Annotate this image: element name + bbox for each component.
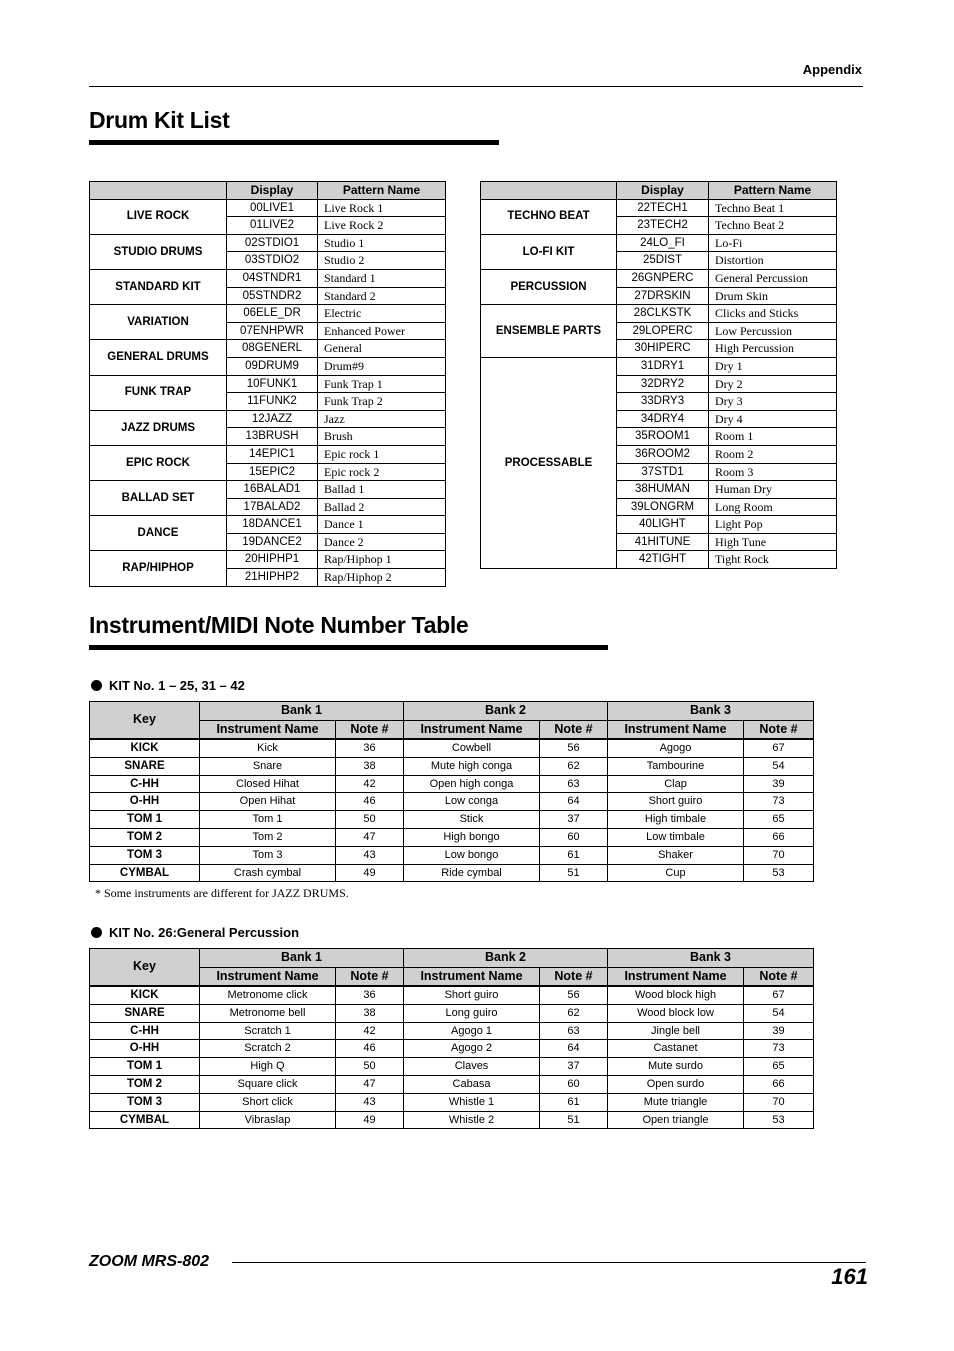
kit-pattern-name: Studio 1 <box>318 234 446 252</box>
key-cell: TOM 2 <box>90 1075 200 1093</box>
kit-group-name: BALLAD SET <box>90 481 227 516</box>
kit-display-code: 20HIPHP1 <box>227 551 318 569</box>
key-cell: O-HH <box>90 793 200 811</box>
header-divider <box>89 86 863 87</box>
note-cell: 62 <box>540 757 608 775</box>
instrument-cell: Square click <box>200 1075 336 1093</box>
kit-row <box>481 199 837 217</box>
kit-display-code: 24LO_FI <box>617 234 709 252</box>
corner-header-cell <box>90 182 227 200</box>
kit-row <box>90 340 446 358</box>
kit-display-code: 01LIVE2 <box>227 217 318 235</box>
bank-3-header: Bank 3 <box>608 949 814 968</box>
note-cell: 64 <box>540 1040 608 1058</box>
instrument-cell: Mute high conga <box>404 757 540 775</box>
subheading-text: KIT No. 26:General Percussion <box>109 925 300 940</box>
key-cell: CYMBAL <box>90 1111 200 1129</box>
display-column-header: Display <box>227 182 318 200</box>
kit-display-code: 06ELE_DR <box>227 305 318 323</box>
kit-group-name: LIVE ROCK <box>90 199 227 234</box>
kit-pattern-name: Dry 1 <box>709 357 837 375</box>
midi-table-title: Instrument/MIDI Note Number Table <box>89 612 469 638</box>
instrument-name-header: Instrument Name <box>608 967 744 986</box>
kit-pattern-name: Studio 2 <box>318 252 446 270</box>
kit-pattern-name: Standard 1 <box>318 269 446 287</box>
kit-pattern-name: Brush <box>318 428 446 446</box>
drum-kit-list-title: Drum Kit List <box>89 107 230 133</box>
note-cell: 47 <box>336 1075 404 1093</box>
note-number-header: Note # <box>744 967 814 986</box>
note-cell: 47 <box>336 828 404 846</box>
table-row <box>90 793 814 811</box>
kit-row <box>90 551 446 569</box>
instrument-cell: Cowbell <box>404 739 540 757</box>
instrument-cell: Wood block low <box>608 1004 744 1022</box>
note-cell: 53 <box>744 1111 814 1129</box>
instrument-name-header: Instrument Name <box>608 720 744 739</box>
drum-kit-table-right <box>480 181 837 569</box>
kit-pattern-name: Drum#9 <box>318 357 446 375</box>
table-row <box>90 1058 814 1076</box>
kit-pattern-name: Long Room <box>709 498 837 516</box>
note-cell: 39 <box>744 775 814 793</box>
kit-display-code: 18DANCE1 <box>227 516 318 534</box>
note-number-header: Note # <box>540 720 608 739</box>
instrument-cell: Agogo <box>608 739 744 757</box>
kit-display-code: 25DIST <box>617 252 709 270</box>
instrument-cell: Open surdo <box>608 1075 744 1093</box>
table-row <box>90 757 814 775</box>
kit-pattern-name: Ballad 2 <box>318 498 446 516</box>
kit-display-code: 02STDIO1 <box>227 234 318 252</box>
kit-pattern-name: Funk Trap 1 <box>318 375 446 393</box>
title-underline <box>89 645 608 650</box>
instrument-cell: Vibraslap <box>200 1111 336 1129</box>
instrument-cell: Tom 3 <box>200 846 336 864</box>
instrument-cell: Kick <box>200 739 336 757</box>
jazz-drums-footnote: * Some instruments are different for JAZZ DRUMS. <box>95 886 349 900</box>
note-number-header: Note # <box>744 720 814 739</box>
kit-row <box>90 445 446 463</box>
kit-pattern-name: Distortion <box>709 252 837 270</box>
kit-display-code: 13BRUSH <box>227 428 318 446</box>
kit-row <box>481 234 837 252</box>
bullet-icon <box>91 927 102 938</box>
key-cell: SNARE <box>90 1004 200 1022</box>
kit-display-code: 12JAZZ <box>227 410 318 428</box>
note-cell: 36 <box>336 739 404 757</box>
note-cell: 61 <box>540 1093 608 1111</box>
footer-divider <box>232 1262 866 1263</box>
kit-display-code: 34DRY4 <box>617 410 709 428</box>
kit-pattern-name: Clicks and Sticks <box>709 305 837 323</box>
kit-pattern-name: Epic rock 1 <box>318 445 446 463</box>
kit-pattern-name: Standard 2 <box>318 287 446 305</box>
kit-pattern-name: Enhanced Power <box>318 322 446 340</box>
kit-pattern-name: Room 2 <box>709 445 837 463</box>
kit-pattern-name: Dance 1 <box>318 516 446 534</box>
note-cell: 49 <box>336 864 404 882</box>
kit-pattern-name: High Percussion <box>709 340 837 358</box>
kit-row <box>90 199 446 217</box>
key-cell: O-HH <box>90 1040 200 1058</box>
instrument-cell: Low conga <box>404 793 540 811</box>
kit-display-code: 00LIVE1 <box>227 199 318 217</box>
instrument-cell: Long guiro <box>404 1004 540 1022</box>
instrument-cell: Scratch 1 <box>200 1022 336 1040</box>
kit-group-name: PROCESSABLE <box>481 357 617 568</box>
kit-pattern-name: Drum Skin <box>709 287 837 305</box>
kit-group-name: ENSEMBLE PARTS <box>481 305 617 358</box>
bank-1-header: Bank 1 <box>200 949 404 968</box>
kit-group-name: TECHNO BEAT <box>481 199 617 234</box>
section-label: Appendix <box>802 62 862 77</box>
instrument-cell: Stick <box>404 811 540 829</box>
kit-row <box>90 410 446 428</box>
kit-26-subheading <box>91 925 299 940</box>
kit-display-code: 08GENERL <box>227 340 318 358</box>
note-cell: 66 <box>744 1075 814 1093</box>
kit-display-code: 05STNDR2 <box>227 287 318 305</box>
kit-display-code: 19DANCE2 <box>227 533 318 551</box>
kit-display-code: 31DRY1 <box>617 357 709 375</box>
note-number-header: Note # <box>336 967 404 986</box>
kit-pattern-name: Room 1 <box>709 428 837 446</box>
kit-display-code: 37STD1 <box>617 463 709 481</box>
table-row <box>90 1093 814 1111</box>
key-cell: CYMBAL <box>90 864 200 882</box>
note-cell: 73 <box>744 793 814 811</box>
note-cell: 63 <box>540 1022 608 1040</box>
kit-pattern-name: General Percussion <box>709 269 837 287</box>
bullet-icon <box>91 680 102 691</box>
kit-group-name: PERCUSSION <box>481 269 617 304</box>
note-cell: 64 <box>540 793 608 811</box>
kit-group-name: FUNK TRAP <box>90 375 227 410</box>
note-number-header: Note # <box>540 967 608 986</box>
kit-pattern-name: Epic rock 2 <box>318 463 446 481</box>
kit-1-25-subheading <box>91 678 245 693</box>
instrument-cell: Open triangle <box>608 1111 744 1129</box>
kit-display-code: 33DRY3 <box>617 393 709 411</box>
kit-pattern-name: Low Percussion <box>709 322 837 340</box>
kit-display-code: 32DRY2 <box>617 375 709 393</box>
kit-row <box>90 481 446 499</box>
kit-group-name: VARIATION <box>90 305 227 340</box>
instrument-cell: Agogo 1 <box>404 1022 540 1040</box>
instrument-cell: Agogo 2 <box>404 1040 540 1058</box>
kit-display-code: 38HUMAN <box>617 481 709 499</box>
kit-display-code: 09DRUM9 <box>227 357 318 375</box>
table-row <box>90 775 814 793</box>
instrument-name-header: Instrument Name <box>404 967 540 986</box>
kit-row <box>90 234 446 252</box>
instrument-cell: High Q <box>200 1058 336 1076</box>
key-cell: C-HH <box>90 775 200 793</box>
kit-pattern-name: Light Pop <box>709 516 837 534</box>
kit-group-name: JAZZ DRUMS <box>90 410 227 445</box>
table-row <box>90 1075 814 1093</box>
note-cell: 56 <box>540 739 608 757</box>
note-cell: 46 <box>336 1040 404 1058</box>
kit-display-code: 03STDIO2 <box>227 252 318 270</box>
instrument-cell: Metronome click <box>200 986 336 1004</box>
kit-group-name: DANCE <box>90 516 227 551</box>
table-row <box>90 1004 814 1022</box>
kit-pattern-name: Techno Beat 2 <box>709 217 837 235</box>
note-cell: 53 <box>744 864 814 882</box>
kit-display-code: 41HITUNE <box>617 533 709 551</box>
kit-display-code: 14EPIC1 <box>227 445 318 463</box>
note-cell: 49 <box>336 1111 404 1129</box>
instrument-cell: Low timbale <box>608 828 744 846</box>
kit-row <box>90 305 446 323</box>
key-cell: TOM 2 <box>90 828 200 846</box>
bank-2-header: Bank 2 <box>404 949 608 968</box>
table-row <box>90 1022 814 1040</box>
note-cell: 51 <box>540 1111 608 1129</box>
kit-row <box>481 357 837 375</box>
kit-row <box>90 269 446 287</box>
kit-pattern-name: Human Dry <box>709 481 837 499</box>
instrument-cell: High timbale <box>608 811 744 829</box>
display-column-header: Display <box>617 182 709 200</box>
kit-group-name: LO-FI KIT <box>481 234 617 269</box>
kit-display-code: 10FUNK1 <box>227 375 318 393</box>
instrument-cell: Claves <box>404 1058 540 1076</box>
instrument-cell: Short guiro <box>608 793 744 811</box>
kit-display-code: 35ROOM1 <box>617 428 709 446</box>
pattern-name-column-header: Pattern Name <box>318 182 446 200</box>
note-cell: 37 <box>540 1058 608 1076</box>
instrument-cell: Snare <box>200 757 336 775</box>
instrument-cell: Scratch 2 <box>200 1040 336 1058</box>
key-cell: TOM 1 <box>90 1058 200 1076</box>
instrument-cell: Open high conga <box>404 775 540 793</box>
table-row <box>90 1111 814 1129</box>
instrument-cell: Clap <box>608 775 744 793</box>
instrument-cell: Mute triangle <box>608 1093 744 1111</box>
kit-pattern-name: Rap/Hiphop 2 <box>318 569 446 587</box>
kit-display-code: 30HIPERC <box>617 340 709 358</box>
instrument-cell: Cup <box>608 864 744 882</box>
note-cell: 66 <box>744 828 814 846</box>
note-cell: 43 <box>336 846 404 864</box>
instrument-cell: Ride cymbal <box>404 864 540 882</box>
corner-header-cell <box>481 182 617 200</box>
kit-display-code: 36ROOM2 <box>617 445 709 463</box>
kit-pattern-name: Dry 4 <box>709 410 837 428</box>
instrument-cell: Shaker <box>608 846 744 864</box>
note-cell: 63 <box>540 775 608 793</box>
footer-brand: ZOOM MRS-802 <box>89 1253 210 1270</box>
kit-pattern-name: Live Rock 1 <box>318 199 446 217</box>
note-cell: 65 <box>744 811 814 829</box>
instrument-cell: Wood block high <box>608 986 744 1004</box>
kit-pattern-name: Room 3 <box>709 463 837 481</box>
note-cell: 54 <box>744 757 814 775</box>
key-cell: KICK <box>90 986 200 1004</box>
kit-pattern-name: Jazz <box>318 410 446 428</box>
kit-display-code: 26GNPERC <box>617 269 709 287</box>
key-column-header: Key <box>90 949 200 987</box>
kit-pattern-name: Techno Beat 1 <box>709 199 837 217</box>
instrument-cell: Metronome bell <box>200 1004 336 1022</box>
note-cell: 70 <box>744 1093 814 1111</box>
instrument-cell: Crash cymbal <box>200 864 336 882</box>
instrument-cell: Tom 2 <box>200 828 336 846</box>
key-cell: TOM 3 <box>90 1093 200 1111</box>
note-cell: 67 <box>744 739 814 757</box>
kit-pattern-name: Electric <box>318 305 446 323</box>
note-cell: 39 <box>744 1022 814 1040</box>
pattern-name-column-header: Pattern Name <box>709 182 837 200</box>
instrument-name-header: Instrument Name <box>200 967 336 986</box>
instrument-cell: High bongo <box>404 828 540 846</box>
kit-display-code: 29LOPERC <box>617 322 709 340</box>
instrument-cell: Jingle bell <box>608 1022 744 1040</box>
key-column-header: Key <box>90 702 200 740</box>
key-cell: TOM 3 <box>90 846 200 864</box>
note-cell: 70 <box>744 846 814 864</box>
instrument-cell: Tom 1 <box>200 811 336 829</box>
note-cell: 61 <box>540 846 608 864</box>
note-cell: 42 <box>336 1022 404 1040</box>
kit-group-name: RAP/HIPHOP <box>90 551 227 586</box>
note-cell: 50 <box>336 1058 404 1076</box>
instrument-cell: Short click <box>200 1093 336 1111</box>
kit-row <box>481 305 837 323</box>
subheading-text: KIT No. 1 – 25, 31 – 42 <box>109 678 245 693</box>
note-cell: 54 <box>744 1004 814 1022</box>
note-cell: 60 <box>540 828 608 846</box>
instrument-cell: Whistle 1 <box>404 1093 540 1111</box>
bank-3-header: Bank 3 <box>608 702 814 721</box>
instrument-cell: Cabasa <box>404 1075 540 1093</box>
table-row <box>90 828 814 846</box>
midi-note-table-kit-26 <box>89 948 814 1129</box>
key-cell: KICK <box>90 739 200 757</box>
key-cell: SNARE <box>90 757 200 775</box>
kit-group-name: STANDARD KIT <box>90 269 227 304</box>
kit-display-code: 22TECH1 <box>617 199 709 217</box>
instrument-cell: Closed Hihat <box>200 775 336 793</box>
key-cell: TOM 1 <box>90 811 200 829</box>
note-cell: 46 <box>336 793 404 811</box>
instrument-cell: Open Hihat <box>200 793 336 811</box>
kit-group-name: GENERAL DRUMS <box>90 340 227 375</box>
kit-pattern-name: High Tune <box>709 533 837 551</box>
drum-kit-table-left <box>89 181 446 587</box>
note-cell: 38 <box>336 757 404 775</box>
note-cell: 73 <box>744 1040 814 1058</box>
kit-pattern-name: Lo-Fi <box>709 234 837 252</box>
note-number-header: Note # <box>336 720 404 739</box>
kit-display-code: 15EPIC2 <box>227 463 318 481</box>
note-cell: 56 <box>540 986 608 1004</box>
note-cell: 37 <box>540 811 608 829</box>
note-cell: 43 <box>336 1093 404 1111</box>
kit-pattern-name: Tight Rock <box>709 551 837 569</box>
kit-display-code: 07ENHPWR <box>227 322 318 340</box>
kit-display-code: 42TIGHT <box>617 551 709 569</box>
note-cell: 42 <box>336 775 404 793</box>
kit-display-code: 28CLKSTK <box>617 305 709 323</box>
note-cell: 62 <box>540 1004 608 1022</box>
table-row <box>90 846 814 864</box>
instrument-cell: Tambourine <box>608 757 744 775</box>
note-cell: 50 <box>336 811 404 829</box>
instrument-cell: Castanet <box>608 1040 744 1058</box>
kit-display-code: 40LIGHT <box>617 516 709 534</box>
kit-group-name: STUDIO DRUMS <box>90 234 227 269</box>
kit-display-code: 23TECH2 <box>617 217 709 235</box>
note-cell: 36 <box>336 986 404 1004</box>
instrument-cell: Mute surdo <box>608 1058 744 1076</box>
midi-note-table-kit-1-25 <box>89 701 814 882</box>
kit-display-code: 39LONGRM <box>617 498 709 516</box>
instrument-cell: Short guiro <box>404 986 540 1004</box>
kit-row <box>90 516 446 534</box>
kit-pattern-name: Rap/Hiphop 1 <box>318 551 446 569</box>
instrument-cell: Low bongo <box>404 846 540 864</box>
kit-display-code: 27DRSKIN <box>617 287 709 305</box>
kit-display-code: 04STNDR1 <box>227 269 318 287</box>
note-cell: 38 <box>336 1004 404 1022</box>
kit-display-code: 11FUNK2 <box>227 393 318 411</box>
kit-display-code: 17BALAD2 <box>227 498 318 516</box>
kit-pattern-name: Dry 3 <box>709 393 837 411</box>
kit-pattern-name: Dance 2 <box>318 533 446 551</box>
kit-display-code: 16BALAD1 <box>227 481 318 499</box>
note-cell: 51 <box>540 864 608 882</box>
kit-row <box>481 269 837 287</box>
instrument-cell: Whistle 2 <box>404 1111 540 1129</box>
table-row <box>90 864 814 882</box>
note-cell: 65 <box>744 1058 814 1076</box>
title-underline <box>89 140 499 145</box>
table-row <box>90 739 814 757</box>
note-cell: 67 <box>744 986 814 1004</box>
kit-row <box>90 375 446 393</box>
kit-pattern-name: General <box>318 340 446 358</box>
instrument-name-header: Instrument Name <box>404 720 540 739</box>
note-cell: 60 <box>540 1075 608 1093</box>
page-number: 161 <box>831 1264 868 1289</box>
kit-group-name: EPIC ROCK <box>90 445 227 480</box>
kit-pattern-name: Ballad 1 <box>318 481 446 499</box>
key-cell: C-HH <box>90 1022 200 1040</box>
kit-display-code: 21HIPHP2 <box>227 569 318 587</box>
kit-pattern-name: Funk Trap 2 <box>318 393 446 411</box>
table-row <box>90 986 814 1004</box>
table-row <box>90 1040 814 1058</box>
bank-2-header: Bank 2 <box>404 702 608 721</box>
bank-1-header: Bank 1 <box>200 702 404 721</box>
table-row <box>90 811 814 829</box>
kit-pattern-name: Live Rock 2 <box>318 217 446 235</box>
instrument-name-header: Instrument Name <box>200 720 336 739</box>
kit-pattern-name: Dry 2 <box>709 375 837 393</box>
